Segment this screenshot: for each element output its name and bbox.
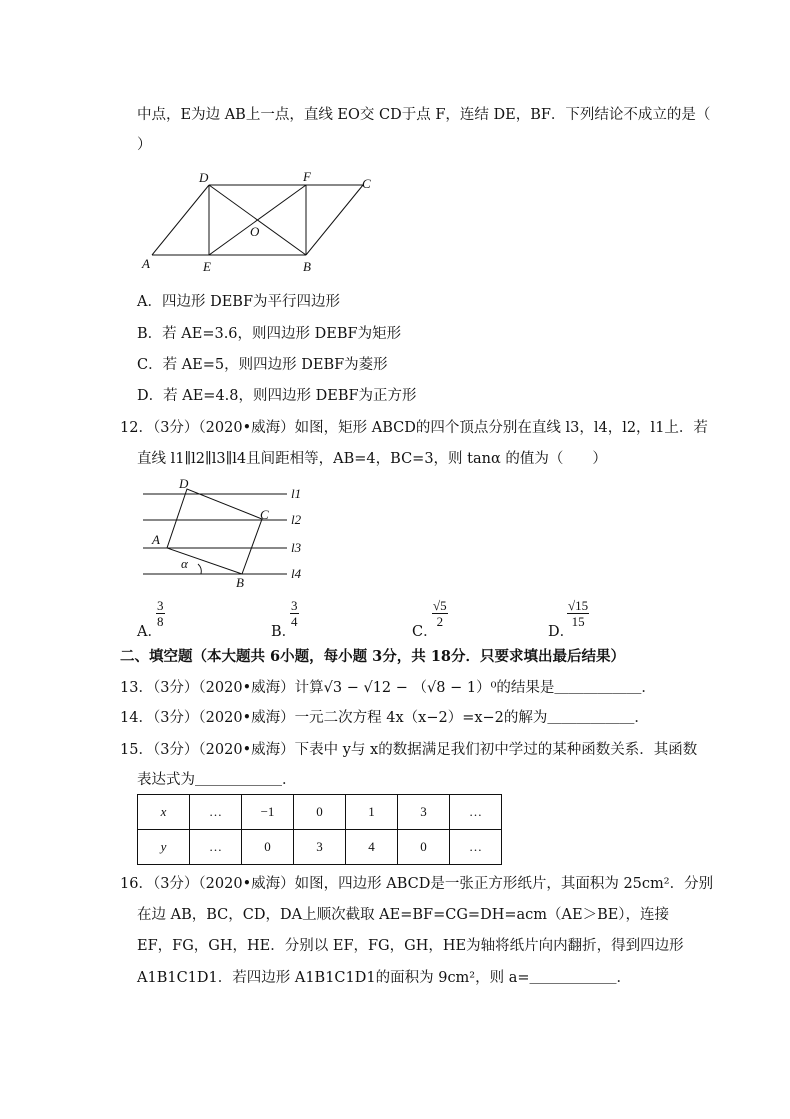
table-cell: y	[138, 830, 190, 865]
q15-line2: 表达式为＿＿＿＿＿＿．	[137, 772, 297, 788]
choice-d-letter: D．	[548, 624, 575, 640]
choice-b-fraction	[290, 598, 299, 629]
choice-a-fraction	[156, 598, 165, 629]
label-alpha: α	[181, 556, 188, 571]
table-cell: 3	[398, 795, 450, 830]
table-row-y	[138, 830, 502, 865]
choice-a-letter: A．	[137, 624, 162, 640]
q11-figure	[135, 168, 385, 278]
table-cell: …	[450, 795, 502, 830]
label-B: B	[236, 575, 244, 590]
table-cell: 0	[294, 795, 346, 830]
q16-line1: 16．（3分）（2020•威海）如图，四边形 ABCD是一张正方形纸片，其面积为 25cm²．分别	[120, 876, 714, 892]
choice-a-den: 8	[157, 614, 164, 629]
q11-option-b: B．若 AE=3.6，则四边形 DEBF为矩形	[137, 326, 402, 342]
q16-line4: A1B1C1D1．若四边形 A1B1C1D1的面积为 9cm²，则 a=＿＿＿＿＿＿．	[137, 970, 632, 986]
table-row-x	[138, 795, 502, 830]
label-l2: l2	[291, 512, 302, 527]
q14: 14．（3分）（2020•威海）一元二次方程 4x（x−2）=x−2的解为＿＿＿＿＿＿．	[120, 710, 649, 726]
q11-option-a: A．四边形 DEBF为平行四边形	[137, 294, 341, 310]
table-cell: …	[450, 830, 502, 865]
table-cell: 3	[294, 830, 346, 865]
label-l1: l1	[291, 486, 302, 501]
q16-line3: EF，FG，GH，HE．分别以 EF，FG，GH，HE为轴将纸片向内翻折，得到四边形	[137, 938, 684, 954]
table-cell: 1	[346, 795, 398, 830]
q12-line1: 12．（3分）（2020•威海）如图，矩形 ABCD的四个顶点分别在直线 l3，l4，l2，l1上．若	[120, 420, 708, 436]
label-C: C	[362, 176, 371, 191]
label-F: F	[303, 169, 311, 184]
table-cell: x	[138, 795, 190, 830]
choice-c-letter: C．	[412, 624, 438, 640]
table-cell: 0	[398, 830, 450, 865]
q11-intro: 中点，E为边 AB上一点，直线 EO交 CD于点 F，连结 DE，BF．下列结论不成立的是（	[137, 107, 711, 123]
table-cell: 0	[242, 830, 294, 865]
label-C: C	[260, 507, 269, 522]
table-cell: …	[190, 795, 242, 830]
label-O: O	[250, 224, 260, 239]
choice-b-num: 3	[291, 598, 298, 613]
q12-figure	[135, 475, 315, 590]
q13: 13．（3分）（2020•威海）计算√3 − √12 − （√8 − 1）⁰的结果是＿＿＿＿＿＿．	[120, 680, 656, 696]
label-A: A	[152, 532, 160, 547]
choice-c-den: 2	[436, 614, 444, 629]
choice-b-den: 4	[291, 614, 298, 629]
choice-c-num: √5	[433, 598, 447, 613]
label-l3: l3	[291, 540, 302, 555]
choice-c-fraction	[432, 598, 448, 629]
q15-line1: 15．（3分）（2020•威海）下表中 y与 x的数据满足我们初中学过的某种函数关系．其函数	[120, 742, 698, 758]
table-cell: …	[190, 830, 242, 865]
choice-d-num: √15	[568, 598, 589, 613]
q15-table	[137, 794, 502, 865]
q11-option-c: C．若 AE=5，则四边形 DEBF为菱形	[137, 357, 388, 373]
section-2-heading: 二、填空题（本大题共 6小题，每小题 3分，共 18分．只要求填出最后结果）	[120, 648, 625, 665]
choice-d-den: 15	[571, 614, 585, 629]
label-D: D	[199, 170, 209, 185]
label-D: D	[179, 476, 189, 491]
choice-a-num: 3	[157, 598, 164, 613]
q11-intro-close: ）	[137, 137, 152, 153]
choice-b-letter: B．	[271, 624, 297, 640]
table-cell: 4	[346, 830, 398, 865]
table-cell: −1	[242, 795, 294, 830]
q12-line2: 直线 l1∥l2∥l3∥l4且间距相等，AB=4，BC=3，则 tanα 的值为（ ）	[137, 451, 607, 467]
label-E: E	[203, 259, 211, 274]
q16-line2: 在边 AB，BC，CD，DA上顺次截取 AE=BF=CG=DH=acm（AE＞BE），连接	[137, 907, 670, 923]
choice-d-fraction	[567, 598, 589, 629]
label-A: A	[142, 256, 150, 271]
q11-option-d: D．若 AE=4.8，则四边形 DEBF为正方形	[137, 388, 417, 404]
label-B: B	[303, 259, 311, 274]
label-l4: l4	[291, 566, 302, 581]
